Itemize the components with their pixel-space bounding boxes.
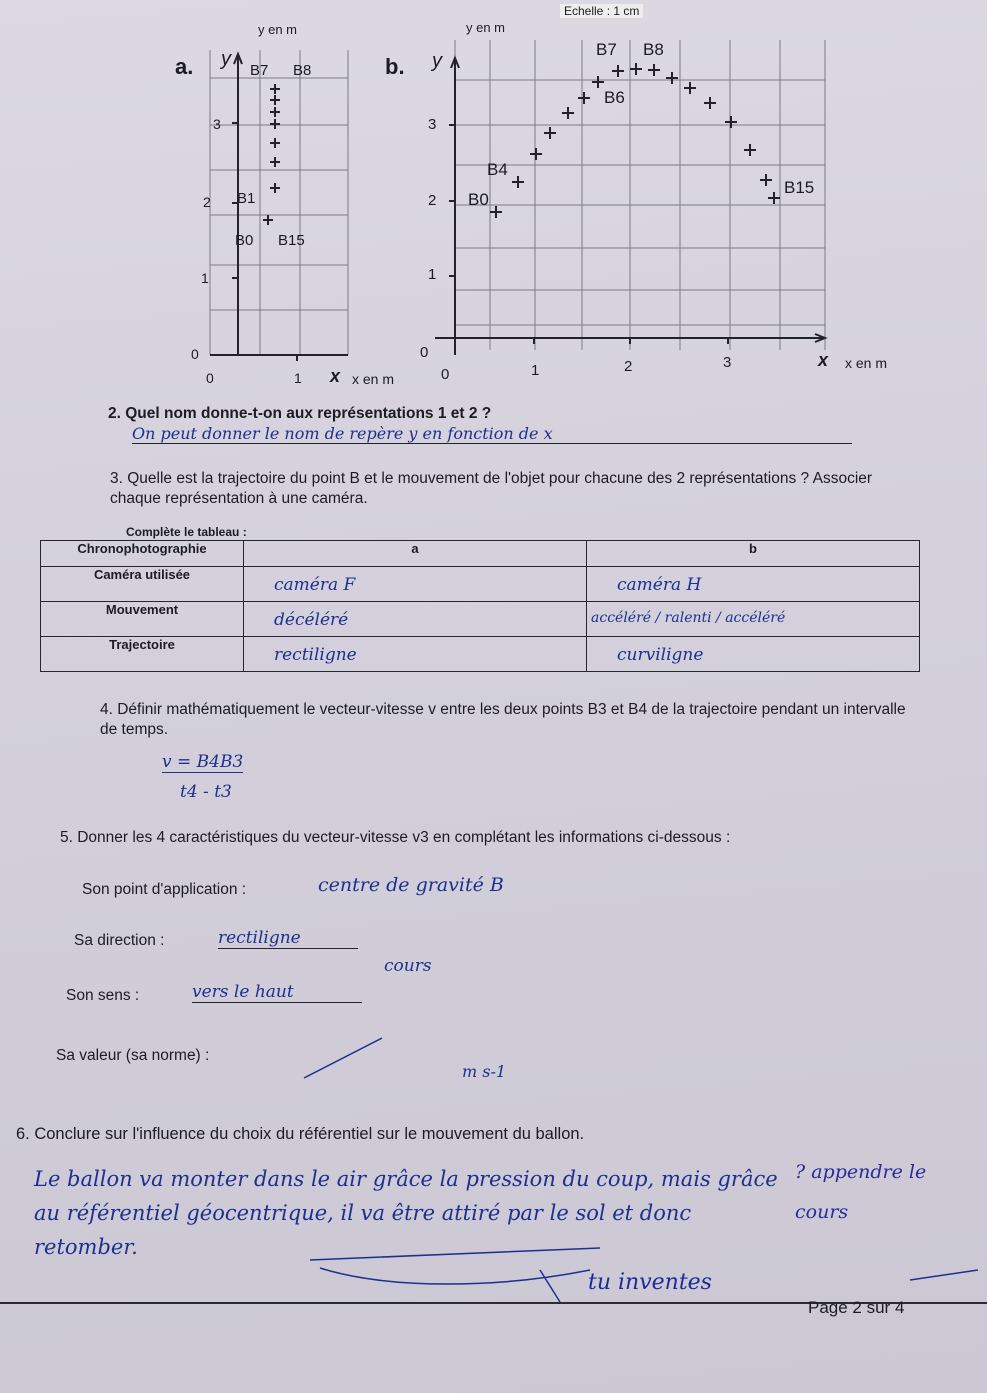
graph-a-tick-1: 1 xyxy=(201,270,209,286)
graph-b-label-b7: B7 xyxy=(596,40,617,59)
handwritten-value: caméra F xyxy=(274,575,356,595)
item-application-label: Son point d'application : xyxy=(82,881,247,898)
cell-b xyxy=(587,602,920,637)
graph-b-tick-3: 3 xyxy=(428,116,437,133)
extra-note: cours xyxy=(384,956,432,976)
handwritten-value: rectiligne xyxy=(274,645,357,665)
graph-a-letter: a. xyxy=(175,54,194,79)
col-a-header: a xyxy=(244,541,587,567)
scale-note: Echelle : 1 cm xyxy=(560,4,643,18)
graph-b-tick-0y: 0 xyxy=(420,344,429,361)
answer-4-numerator: v = B4B3 xyxy=(162,752,244,772)
graph-b-tick-x2: 2 xyxy=(624,358,633,375)
graph-a-tick-0y: 0 xyxy=(191,346,199,362)
answer-2: On peut donner le nom de repère y en fonction de x xyxy=(132,424,852,444)
question-3: 3. Quelle est la trajectoire du point B et le mouvement de l'objet pour chacune des 2 représentations ? Associer chaque représentation à une caméra. xyxy=(110,470,873,507)
question-6: 6. Conclure sur l'influence du choix du référentiel sur le mouvement du ballon. xyxy=(16,1125,585,1143)
handwritten-value: curviligne xyxy=(617,645,704,665)
item-sens-label: Son sens : xyxy=(66,987,140,1004)
graph-a-tick-x0: 0 xyxy=(206,370,214,386)
item-sens-answer: vers le haut xyxy=(192,982,362,1003)
chronophoto-graph-b xyxy=(430,20,850,380)
graph-b-y-axis-label: y xyxy=(432,50,442,72)
graph-a-label-b7: B7 xyxy=(250,62,269,79)
graph-a-label-b15: B15 xyxy=(278,232,305,249)
item-direction-answer: rectiligne xyxy=(218,928,358,949)
graph-b-label-b0: B0 xyxy=(468,190,489,209)
col-b-header: b xyxy=(587,541,920,567)
handwritten-value: accéléré / ralenti / accéléré xyxy=(591,610,786,626)
graph-b-y-unit: y en m xyxy=(466,20,506,35)
item-valeur-label: Sa valeur (sa norme) : xyxy=(56,1047,210,1064)
graph-b-tick-x1: 1 xyxy=(531,362,540,379)
graph-a-label-b1: B1 xyxy=(237,190,256,207)
graph-b-x-unit: x en m xyxy=(845,355,888,371)
graph-b-tick-x0: 0 xyxy=(441,366,450,383)
item-application-answer: centre de gravité B xyxy=(318,874,504,896)
graph-b-label-b6: B6 xyxy=(604,88,625,107)
valeur-stroke xyxy=(300,1034,390,1084)
row-header: Chronophotographie xyxy=(41,541,244,567)
question-2: 2. Quel nom donne-t-on aux représentations 1 et 2 ? xyxy=(108,405,492,422)
graph-b-x-axis-label: x xyxy=(818,350,829,370)
item-direction-label: Sa direction : xyxy=(74,932,165,949)
graph-b-label-b8: B8 xyxy=(643,40,664,59)
graph-a-y-unit: y en m xyxy=(258,22,298,37)
graph-a-y-axis-label: y xyxy=(221,48,231,70)
table-row xyxy=(41,602,920,637)
table-row xyxy=(41,637,920,672)
row-header: Caméra utilisée xyxy=(41,567,244,602)
graph-a-label-b0: B0 xyxy=(235,232,254,249)
answer-6-margin: ? appendre le cours xyxy=(795,1161,927,1223)
graph-b-tick-x3: 3 xyxy=(723,354,732,371)
graph-b-label-b4: B4 xyxy=(487,160,508,179)
graph-b-label-b15: B15 xyxy=(784,178,815,197)
grid-a xyxy=(210,50,348,355)
row-header: Trajectoire xyxy=(41,637,244,672)
cell-a xyxy=(244,602,587,637)
graph-a-x-unit: x en m xyxy=(352,371,395,387)
handwritten-value: décéléré xyxy=(274,610,349,630)
graph-a-tick-2: 2 xyxy=(203,194,211,210)
graph-a-tick-x1: 1 xyxy=(294,370,302,386)
page-number: Page 2 sur 4 xyxy=(808,1298,905,1317)
graph-b-letter: b. xyxy=(385,54,405,79)
question-5: 5. Donner les 4 caractéristiques du vecteur-vitesse v3 en complétant les informations ci-dessous : xyxy=(60,829,731,846)
graph-a-label-b8: B8 xyxy=(293,62,312,79)
results-table xyxy=(40,540,920,672)
graph-b-tick-1: 1 xyxy=(428,266,437,283)
handwritten-value: caméra H xyxy=(617,575,702,595)
item-valeur-answer: m s-1 xyxy=(462,1062,507,1081)
table-row xyxy=(41,541,920,567)
answer-4-denominator: t4 - t3 xyxy=(180,782,232,802)
cell-b xyxy=(587,567,920,602)
points-b xyxy=(490,63,780,218)
row-header: Mouvement xyxy=(41,602,244,637)
answer-6: Le ballon va monter dans le air grâce la pression du coup, mais grâce au référentiel géocentrique, il va être attiré par le sol et donc retomber. xyxy=(34,1167,778,1259)
cell-a xyxy=(244,567,587,602)
points-a xyxy=(263,84,280,225)
table-intro: Complète le tableau : xyxy=(126,525,247,539)
cell-a xyxy=(244,637,587,672)
graph-b-tick-2: 2 xyxy=(428,192,437,209)
table-row xyxy=(41,567,920,602)
question-4: 4. Définir mathématiquement le vecteur-vitesse v entre les deux points B3 et B4 de la trajectoire pendant un intervalle de temps. xyxy=(100,701,906,738)
graph-a-tick-3: 3 xyxy=(213,116,221,132)
cell-b xyxy=(587,637,920,672)
graph-a-x-axis-label: x xyxy=(330,366,341,386)
teacher-comment: tu inventes xyxy=(588,1270,712,1295)
grid-b xyxy=(455,40,825,350)
